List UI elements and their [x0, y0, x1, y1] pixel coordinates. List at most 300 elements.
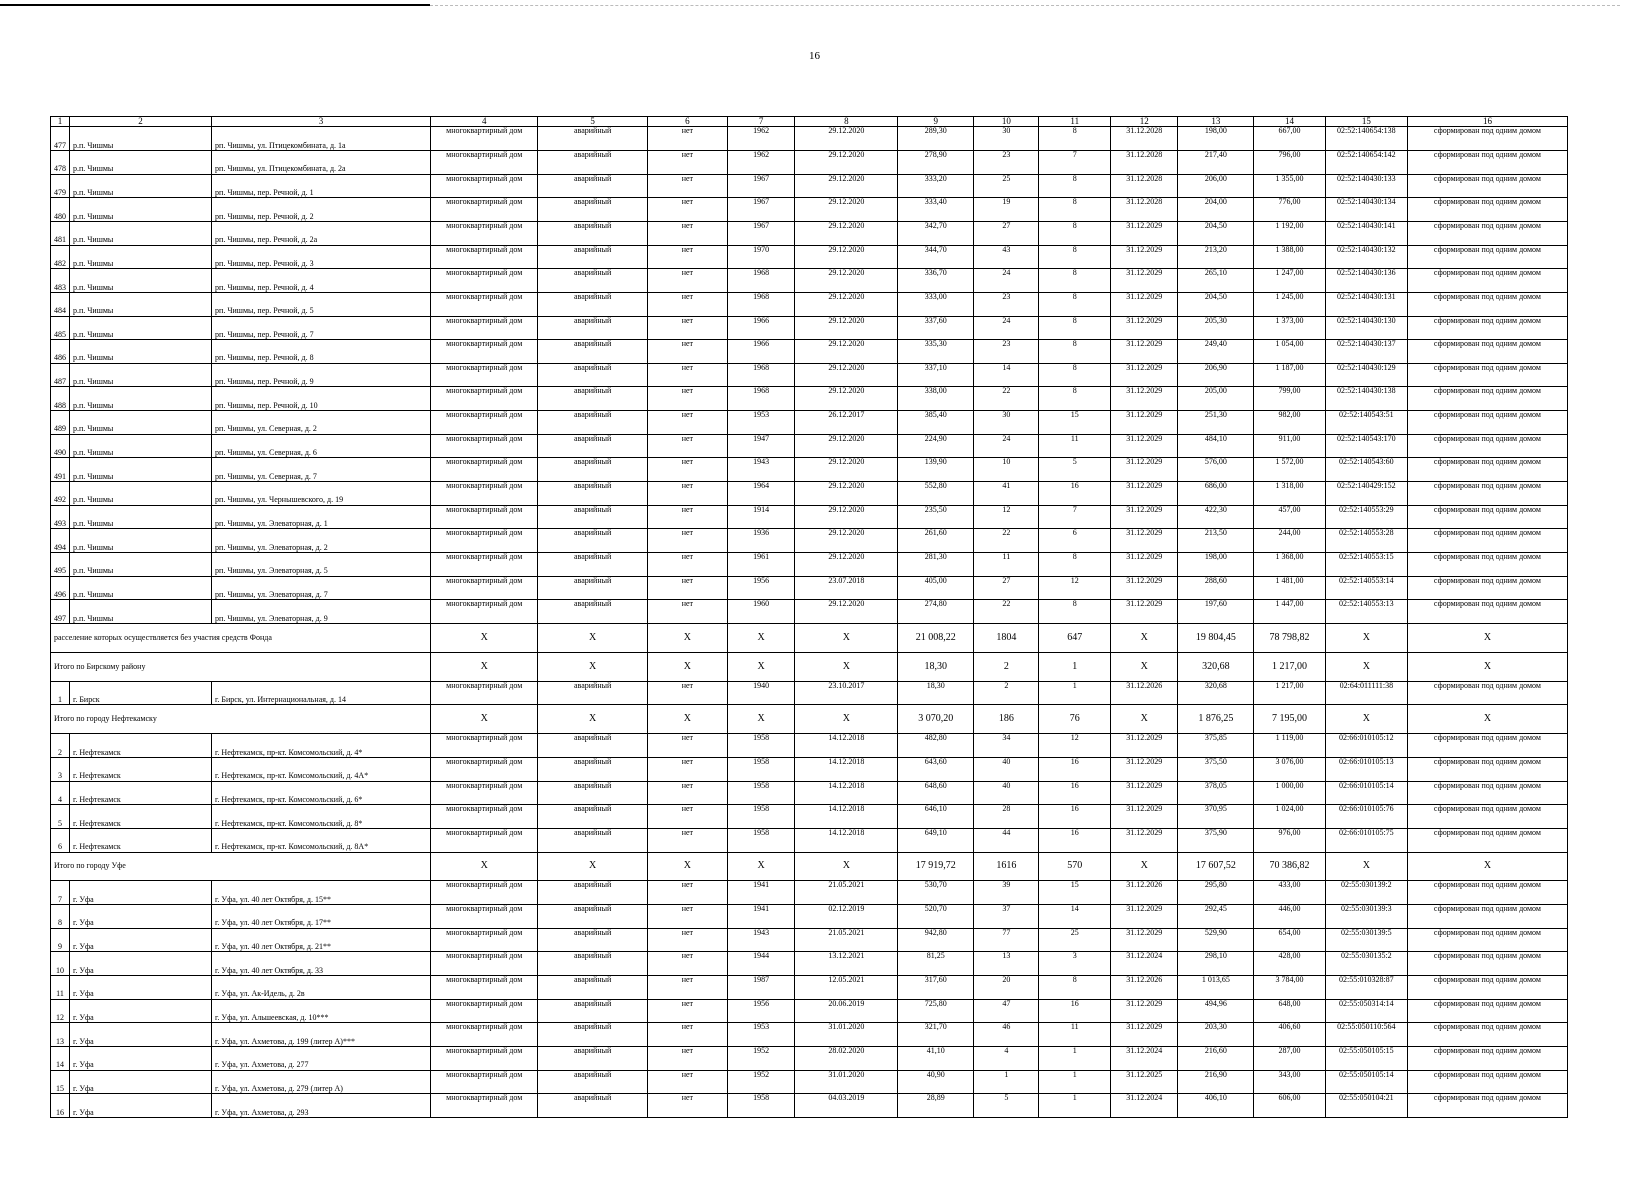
scan-edge-dashed-line	[430, 5, 1620, 6]
cell-col-14: 654,00	[1254, 928, 1326, 952]
cell-col-15: 02:55:010328:87	[1325, 976, 1407, 1000]
subtotal-row	[51, 852, 1568, 881]
table-row	[51, 576, 1568, 600]
settlement-name: р.п. Чишмы	[69, 387, 211, 411]
cell-col-16: сформирован под одним домом	[1407, 434, 1567, 458]
cell-col-16: сформирован под одним домом	[1407, 805, 1567, 829]
cell-col-8: 29.12.2020	[795, 245, 898, 269]
cell-col-11: 7	[1039, 505, 1111, 529]
cell-col-10: 24	[974, 269, 1039, 293]
settlement-name: г. Уфа	[69, 881, 211, 905]
subtotal-col-14: 1 217,00	[1254, 652, 1326, 681]
subtotal-col-16: X	[1407, 705, 1567, 734]
cell-col-7: 1966	[727, 316, 794, 340]
settlement-name: р.п. Чишмы	[69, 245, 211, 269]
cell-col-9: 338,00	[898, 387, 974, 411]
cell-col-6: нет	[647, 828, 727, 852]
cell-col-14: 1 119,00	[1254, 734, 1326, 758]
cell-col-10: 5	[974, 1094, 1039, 1118]
house-address: г. Уфа, ул. Ахметова, д. 293	[212, 1094, 431, 1118]
cell-col-9: 18,30	[898, 681, 974, 705]
cell-col-4: многоквартирный дом	[431, 222, 538, 246]
cell-col-12: 31.12.2029	[1111, 529, 1178, 553]
subtotal-row	[51, 705, 1568, 734]
cell-col-15: 02:52:140430:132	[1325, 245, 1407, 269]
cell-col-10: 28	[974, 805, 1039, 829]
cell-col-9: 649,10	[898, 828, 974, 852]
cell-col-14: 799,00	[1254, 387, 1326, 411]
house-address: рп. Чишмы, пер. Речной, д. 4	[212, 269, 431, 293]
cell-col-12: 31.12.2026	[1111, 881, 1178, 905]
cell-col-8: 26.12.2017	[795, 411, 898, 435]
cell-col-11: 3	[1039, 952, 1111, 976]
cell-col-14: 343,00	[1254, 1070, 1326, 1094]
row-number: 8	[51, 905, 70, 929]
subtotal-col-16: X	[1407, 852, 1567, 881]
cell-col-12: 31.12.2029	[1111, 552, 1178, 576]
cell-col-4: многоквартирный дом	[431, 552, 538, 576]
cell-col-5: аварийный	[538, 292, 647, 316]
cell-col-10: 23	[974, 151, 1039, 175]
cell-col-12: 31.12.2028	[1111, 198, 1178, 222]
house-address: рп. Чишмы, ул. Элеваторная, д. 7	[212, 576, 431, 600]
cell-col-4: многоквартирный дом	[431, 245, 538, 269]
settlement-name: г. Уфа	[69, 1094, 211, 1118]
subtotal-col-7: X	[727, 852, 794, 881]
cell-col-9: 520,70	[898, 905, 974, 929]
cell-col-6: нет	[647, 1094, 727, 1118]
cell-col-14: 1 024,00	[1254, 805, 1326, 829]
cell-col-13: 213,20	[1178, 245, 1254, 269]
subtotal-col-7: X	[727, 623, 794, 652]
house-address: рп. Чишмы, пер. Речной, д. 10	[212, 387, 431, 411]
cell-col-14: 287,00	[1254, 1046, 1326, 1070]
cell-col-8: 29.12.2020	[795, 198, 898, 222]
cell-col-16: сформирован под одним домом	[1407, 505, 1567, 529]
cell-col-7: 1956	[727, 999, 794, 1023]
subtotal-col-9: 21 008,22	[898, 623, 974, 652]
column-number-12: 12	[1111, 117, 1178, 127]
cell-col-4: многоквартирный дом	[431, 340, 538, 364]
subtotal-col-12: X	[1111, 623, 1178, 652]
house-address: рп. Чишмы, ул. Птицекомбината, д. 1а	[212, 127, 431, 151]
cell-col-14: 1 368,00	[1254, 552, 1326, 576]
cell-col-7: 1962	[727, 127, 794, 151]
cell-col-16: сформирован под одним домом	[1407, 881, 1567, 905]
subtotal-col-8: X	[795, 705, 898, 734]
cell-col-16: сформирован под одним домом	[1407, 781, 1567, 805]
cell-col-15: 02:55:050110:564	[1325, 1023, 1407, 1047]
row-number: 490	[51, 434, 70, 458]
cell-col-5: аварийный	[538, 928, 647, 952]
cell-col-7: 1962	[727, 151, 794, 175]
subtotal-col-9: 3 070,20	[898, 705, 974, 734]
cell-col-9: 333,00	[898, 292, 974, 316]
cell-col-14: 1 247,00	[1254, 269, 1326, 293]
cell-col-8: 29.12.2020	[795, 387, 898, 411]
cell-col-7: 1967	[727, 222, 794, 246]
cell-col-11: 8	[1039, 552, 1111, 576]
cell-col-16: сформирован под одним домом	[1407, 757, 1567, 781]
subtotal-label: расселение которых осуществляется без участия средств Фонда	[51, 623, 431, 652]
cell-col-10: 40	[974, 757, 1039, 781]
cell-col-7: 1958	[727, 1094, 794, 1118]
cell-col-14: 428,00	[1254, 952, 1326, 976]
cell-col-8: 29.12.2020	[795, 600, 898, 624]
cell-col-5: аварийный	[538, 340, 647, 364]
cell-col-7: 1943	[727, 928, 794, 952]
house-address: г. Уфа, ул. 40 лет Октября, д. 21**	[212, 928, 431, 952]
subtotal-col-8: X	[795, 623, 898, 652]
cell-col-10: 77	[974, 928, 1039, 952]
cell-col-13: 375,90	[1178, 828, 1254, 852]
cell-col-4: многоквартирный дом	[431, 127, 538, 151]
cell-col-15: 02:55:050105:14	[1325, 1070, 1407, 1094]
house-address: рп. Чишмы, ул. Птицекомбината, д. 2а	[212, 151, 431, 175]
cell-col-8: 29.12.2020	[795, 505, 898, 529]
settlement-name: р.п. Чишмы	[69, 174, 211, 198]
row-number: 483	[51, 269, 70, 293]
cell-col-11: 16	[1039, 482, 1111, 506]
cell-col-6: нет	[647, 387, 727, 411]
table-row	[51, 222, 1568, 246]
subtotal-col-10: 1804	[974, 623, 1039, 652]
cell-col-8: 02.12.2019	[795, 905, 898, 929]
subtotal-row	[51, 623, 1568, 652]
page-number: 16	[809, 50, 820, 62]
cell-col-11: 8	[1039, 198, 1111, 222]
cell-col-11: 12	[1039, 734, 1111, 758]
scan-edge-lines	[0, 0, 1629, 12]
table-row	[51, 387, 1568, 411]
cell-col-16: сформирован под одним домом	[1407, 222, 1567, 246]
cell-col-16: сформирован под одним домом	[1407, 245, 1567, 269]
cell-col-10: 23	[974, 340, 1039, 364]
row-number: 2	[51, 734, 70, 758]
table-row	[51, 458, 1568, 482]
cell-col-5: аварийный	[538, 505, 647, 529]
cell-col-7: 1964	[727, 482, 794, 506]
settlement-name: р.п. Чишмы	[69, 127, 211, 151]
cell-col-7: 1947	[727, 434, 794, 458]
column-number-11: 11	[1039, 117, 1111, 127]
cell-col-6: нет	[647, 174, 727, 198]
row-number: 6	[51, 828, 70, 852]
settlement-name: р.п. Чишмы	[69, 269, 211, 293]
cell-col-9: 321,70	[898, 1023, 974, 1047]
subtotal-col-10: 1616	[974, 852, 1039, 881]
column-number-15: 15	[1325, 117, 1407, 127]
cell-col-4: многоквартирный дом	[431, 781, 538, 805]
cell-col-16: сформирован под одним домом	[1407, 198, 1567, 222]
settlement-name: р.п. Чишмы	[69, 576, 211, 600]
cell-col-15: 02:52:140430:137	[1325, 340, 1407, 364]
table-row	[51, 928, 1568, 952]
subtotal-col-13: 320,68	[1178, 652, 1254, 681]
row-number: 477	[51, 127, 70, 151]
cell-col-4: многоквартирный дом	[431, 269, 538, 293]
cell-col-13: 298,10	[1178, 952, 1254, 976]
cell-col-6: нет	[647, 976, 727, 1000]
cell-col-13: 198,00	[1178, 127, 1254, 151]
cell-col-11: 8	[1039, 387, 1111, 411]
cell-col-8: 29.12.2020	[795, 363, 898, 387]
cell-col-15: 02:52:140543:60	[1325, 458, 1407, 482]
cell-col-5: аварийный	[538, 127, 647, 151]
row-number: 12	[51, 999, 70, 1023]
cell-col-14: 976,00	[1254, 828, 1326, 852]
subtotal-col-5: X	[538, 652, 647, 681]
cell-col-8: 14.12.2018	[795, 757, 898, 781]
row-number: 5	[51, 805, 70, 829]
house-address: г. Нефтекамск, пр-кт. Комсомольский, д. 8*	[212, 805, 431, 829]
cell-col-10: 24	[974, 434, 1039, 458]
cell-col-11: 8	[1039, 269, 1111, 293]
cell-col-9: 342,70	[898, 222, 974, 246]
row-number: 486	[51, 340, 70, 364]
house-address: рп. Чишмы, ул. Северная, д. 7	[212, 458, 431, 482]
cell-col-6: нет	[647, 757, 727, 781]
cell-col-16: сформирован под одним домом	[1407, 734, 1567, 758]
house-address: рп. Чишмы, пер. Речной, д. 3	[212, 245, 431, 269]
cell-col-8: 14.12.2018	[795, 828, 898, 852]
column-number-3: 3	[212, 117, 431, 127]
cell-col-6: нет	[647, 482, 727, 506]
cell-col-12: 31.12.2026	[1111, 976, 1178, 1000]
cell-col-10: 11	[974, 552, 1039, 576]
cell-col-4: многоквартирный дом	[431, 198, 538, 222]
subtotal-label: Итого по Бирскому району	[51, 652, 431, 681]
cell-col-13: 213,50	[1178, 529, 1254, 553]
table-row	[51, 482, 1568, 506]
cell-col-4: многоквартирный дом	[431, 505, 538, 529]
cell-col-9: 281,30	[898, 552, 974, 576]
cell-col-6: нет	[647, 151, 727, 175]
cell-col-16: сформирован под одним домом	[1407, 576, 1567, 600]
cell-col-10: 4	[974, 1046, 1039, 1070]
cell-col-8: 14.12.2018	[795, 805, 898, 829]
table-row	[51, 411, 1568, 435]
cell-col-4: многоквартирный дом	[431, 411, 538, 435]
subtotal-col-12: X	[1111, 852, 1178, 881]
cell-col-9: 333,20	[898, 174, 974, 198]
row-number: 494	[51, 529, 70, 553]
column-number-2: 2	[69, 117, 211, 127]
cell-col-5: аварийный	[538, 1070, 647, 1094]
table-row	[51, 881, 1568, 905]
cell-col-7: 1958	[727, 734, 794, 758]
table-body	[51, 127, 1568, 1118]
subtotal-col-13: 1 876,25	[1178, 705, 1254, 734]
cell-col-15: 02:52:140553:14	[1325, 576, 1407, 600]
row-number: 479	[51, 174, 70, 198]
cell-col-9: 289,30	[898, 127, 974, 151]
row-number: 7	[51, 881, 70, 905]
house-address: рп. Чишмы, ул. Чернышевского, д. 19	[212, 482, 431, 506]
house-address: рп. Чишмы, пер. Речной, д. 7	[212, 316, 431, 340]
cell-col-5: аварийный	[538, 999, 647, 1023]
cell-col-10: 24	[974, 316, 1039, 340]
cell-col-13: 529,90	[1178, 928, 1254, 952]
cell-col-15: 02:66:010105:75	[1325, 828, 1407, 852]
cell-col-16: сформирован под одним домом	[1407, 411, 1567, 435]
cell-col-16: сформирован под одним домом	[1407, 1023, 1567, 1047]
cell-col-10: 2	[974, 681, 1039, 705]
cell-col-14: 1 245,00	[1254, 292, 1326, 316]
cell-col-14: 982,00	[1254, 411, 1326, 435]
row-number: 480	[51, 198, 70, 222]
cell-col-8: 21.05.2021	[795, 881, 898, 905]
subtotal-col-14: 78 798,82	[1254, 623, 1326, 652]
row-number: 1	[51, 681, 70, 705]
cell-col-16: сформирован под одним домом	[1407, 1070, 1567, 1094]
cell-col-4: многоквартирный дом	[431, 434, 538, 458]
subtotal-col-4: X	[431, 705, 538, 734]
cell-col-4: многоквартирный дом	[431, 151, 538, 175]
cell-col-11: 1	[1039, 1070, 1111, 1094]
cell-col-11: 16	[1039, 999, 1111, 1023]
row-number: 496	[51, 576, 70, 600]
cell-col-14: 1 572,00	[1254, 458, 1326, 482]
cell-col-12: 31.12.2029	[1111, 1023, 1178, 1047]
table-row	[51, 1046, 1568, 1070]
settlement-name: г. Уфа	[69, 952, 211, 976]
cell-col-5: аварийный	[538, 552, 647, 576]
subtotal-col-9: 17 919,72	[898, 852, 974, 881]
cell-col-12: 31.12.2029	[1111, 505, 1178, 529]
cell-col-9: 530,70	[898, 881, 974, 905]
cell-col-7: 1940	[727, 681, 794, 705]
cell-col-9: 482,80	[898, 734, 974, 758]
subtotal-col-8: X	[795, 652, 898, 681]
cell-col-10: 22	[974, 387, 1039, 411]
cell-col-15: 02:55:030139:3	[1325, 905, 1407, 929]
cell-col-7: 1953	[727, 411, 794, 435]
cell-col-5: аварийный	[538, 434, 647, 458]
cell-col-13: 206,00	[1178, 174, 1254, 198]
cell-col-10: 44	[974, 828, 1039, 852]
cell-col-13: 292,45	[1178, 905, 1254, 929]
table-row	[51, 781, 1568, 805]
cell-col-12: 31.12.2029	[1111, 781, 1178, 805]
table-row	[51, 340, 1568, 364]
cell-col-8: 23.07.2018	[795, 576, 898, 600]
settlement-name: р.п. Чишмы	[69, 222, 211, 246]
subtotal-col-15: X	[1325, 623, 1407, 652]
cell-col-16: сформирован под одним домом	[1407, 976, 1567, 1000]
settlement-name: р.п. Чишмы	[69, 316, 211, 340]
house-address: г. Бирск, ул. Интернациональная, д. 14	[212, 681, 431, 705]
settlement-name: р.п. Чишмы	[69, 458, 211, 482]
cell-col-10: 22	[974, 529, 1039, 553]
cell-col-8: 28.02.2020	[795, 1046, 898, 1070]
cell-col-12: 31.12.2029	[1111, 999, 1178, 1023]
cell-col-11: 8	[1039, 292, 1111, 316]
subtotal-label: Итого по городу Уфе	[51, 852, 431, 881]
cell-col-15: 02:52:140430:141	[1325, 222, 1407, 246]
house-address: г. Уфа, ул. Альшеевская, д. 10***	[212, 999, 431, 1023]
row-number: 488	[51, 387, 70, 411]
cell-col-12: 31.12.2029	[1111, 576, 1178, 600]
cell-col-11: 7	[1039, 151, 1111, 175]
cell-col-8: 04.03.2019	[795, 1094, 898, 1118]
cell-col-9: 643,60	[898, 757, 974, 781]
cell-col-11: 11	[1039, 1023, 1111, 1047]
cell-col-4: многоквартирный дом	[431, 976, 538, 1000]
cell-col-13: 205,30	[1178, 316, 1254, 340]
cell-col-5: аварийный	[538, 600, 647, 624]
cell-col-12: 31.12.2029	[1111, 245, 1178, 269]
cell-col-5: аварийный	[538, 1046, 647, 1070]
cell-col-15: 02:52:140430:129	[1325, 363, 1407, 387]
cell-col-14: 1 217,00	[1254, 681, 1326, 705]
cell-col-11: 16	[1039, 757, 1111, 781]
subtotal-col-12: X	[1111, 652, 1178, 681]
cell-col-14: 3 784,00	[1254, 976, 1326, 1000]
cell-col-12: 31.12.2024	[1111, 1046, 1178, 1070]
house-address: г. Нефтекамск, пр-кт. Комсомольский, д. 8А*	[212, 828, 431, 852]
row-number: 489	[51, 411, 70, 435]
cell-col-11: 16	[1039, 805, 1111, 829]
cell-col-8: 29.12.2020	[795, 269, 898, 293]
cell-col-10: 47	[974, 999, 1039, 1023]
cell-col-4: многоквартирный дом	[431, 529, 538, 553]
cell-col-12: 31.12.2029	[1111, 363, 1178, 387]
subtotal-col-6: X	[647, 852, 727, 881]
subtotal-col-7: X	[727, 652, 794, 681]
subtotal-col-4: X	[431, 652, 538, 681]
cell-col-14: 457,00	[1254, 505, 1326, 529]
cell-col-7: 1914	[727, 505, 794, 529]
cell-col-16: сформирован под одним домом	[1407, 458, 1567, 482]
cell-col-10: 14	[974, 363, 1039, 387]
cell-col-6: нет	[647, 411, 727, 435]
cell-col-11: 8	[1039, 222, 1111, 246]
cell-col-12: 31.12.2029	[1111, 600, 1178, 624]
cell-col-7: 1941	[727, 881, 794, 905]
cell-col-13: 203,30	[1178, 1023, 1254, 1047]
row-number: 16	[51, 1094, 70, 1118]
cell-col-15: 02:66:010105:13	[1325, 757, 1407, 781]
cell-col-13: 422,30	[1178, 505, 1254, 529]
cell-col-11: 15	[1039, 881, 1111, 905]
cell-col-15: 02:52:140553:28	[1325, 529, 1407, 553]
row-number: 487	[51, 363, 70, 387]
cell-col-6: нет	[647, 198, 727, 222]
cell-col-15: 02:52:140430:133	[1325, 174, 1407, 198]
cell-col-12: 31.12.2029	[1111, 387, 1178, 411]
row-number: 4	[51, 781, 70, 805]
row-number: 14	[51, 1046, 70, 1070]
cell-col-13: 205,00	[1178, 387, 1254, 411]
cell-col-8: 31.01.2020	[795, 1023, 898, 1047]
cell-col-8: 23.10.2017	[795, 681, 898, 705]
cell-col-11: 16	[1039, 781, 1111, 805]
settlement-name: р.п. Чишмы	[69, 363, 211, 387]
row-number: 15	[51, 1070, 70, 1094]
cell-col-4: многоквартирный дом	[431, 881, 538, 905]
cell-col-6: нет	[647, 292, 727, 316]
cell-col-5: аварийный	[538, 681, 647, 705]
cell-col-6: нет	[647, 127, 727, 151]
settlement-name: г. Уфа	[69, 1023, 211, 1047]
row-number: 10	[51, 952, 70, 976]
table-row	[51, 757, 1568, 781]
cell-col-5: аварийный	[538, 1094, 647, 1118]
cell-col-5: аварийный	[538, 734, 647, 758]
cell-col-6: нет	[647, 999, 727, 1023]
cell-col-14: 911,00	[1254, 434, 1326, 458]
